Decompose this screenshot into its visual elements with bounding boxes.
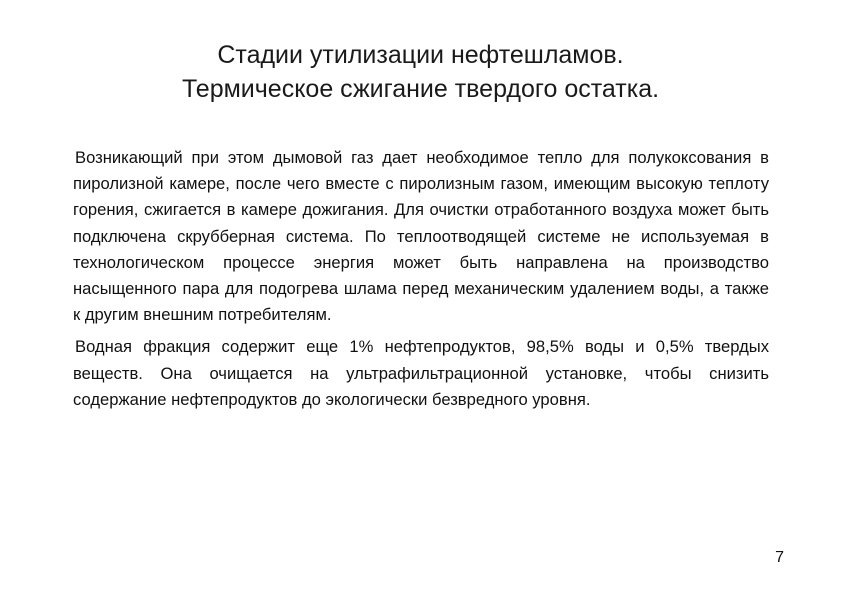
slide-title-line-1: Стадии утилизации нефтешламов.: [217, 41, 624, 69]
slide-body: [73, 145, 769, 419]
slide-title-line-2: Термическое сжигание твердого остатка.: [181, 75, 660, 103]
body-paragraph-1: Возникающий при этом дымовой газ дает необходимое тепло для полукоксования в пиролизной камере, после чего вместе с пиролизным газом, имеющим высокую теплоту горения, сжигается в камере дожигания. Для очистки отработанного воздуха может быть подключена скрубберная система. По теплоотводящей системе не используемая в технологическом процессе энергия может быть направлена на производство насыщенного пара для подогрева шлама перед механическим удалением воды, а также к другим внешним потребителям.: [73, 148, 769, 325]
slide-title: [60, 38, 781, 106]
page-number: 7: [775, 549, 784, 566]
body-paragraph-2: Водная фракция содержит еще 1% нефтепродуктов, 98,5% воды и 0,5% твердых веществ. Она очищается на ультрафильтрационной установке, чтобы снизить содержание нефтепродуктов до экологически безвредного уровня.: [73, 337, 769, 409]
